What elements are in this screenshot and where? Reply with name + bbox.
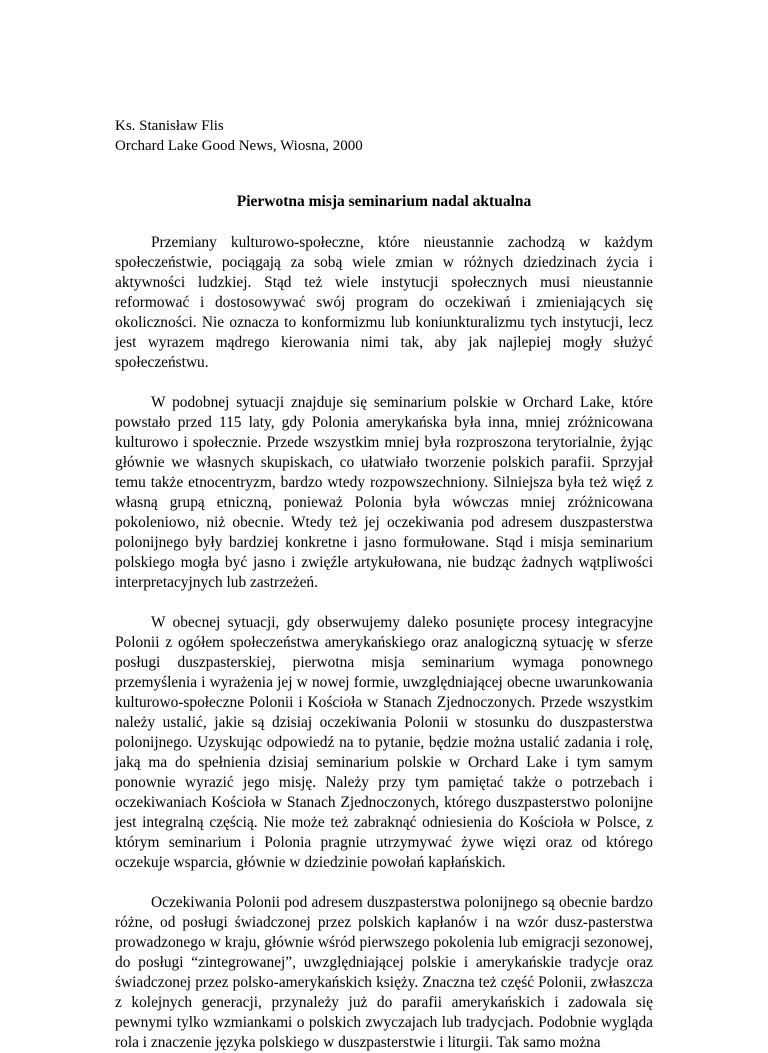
source-line: Orchard Lake Good News, Wiosna, 2000 bbox=[115, 138, 363, 154]
paragraph-4: Oczekiwania Polonii pod adresem duszpasterstwa polonijnego są obecnie bardzo różne, od posługi świadczonej przez polskich kapłanów i na wzór dusz-pasterstwa prowadzonego w kraju, głównie wśród pierwszego pokolenia lub emigracji sezonowej, do posługi “zintegrowanej”, uwzględniającej polskie i amerykańskie tradycje oraz świadczonej przez polsko-amerykańskich księży. Znaczna też część Polonii, zwłaszcza z kolejnych generacji, przynależy już do parafii amerykańskich i zadowala się pewnymi tylko wzmiankami o polskich zwyczajach lub tradycjach. Podobnie wygląda rola i znaczenie języka polskiego w duszpasterstwie i liturgii. Tak samo można bbox=[115, 894, 653, 1051]
paragraph-3: W obecnej sytuacji, gdy obserwujemy daleko posunięte procesy integracyjne Polonii z ogółem społeczeństwa amerykańskiego oraz analogiczną sytuację w sferze posługi duszpasterskiej, pierwotna misja seminarium wymaga ponownego przemyślenia i wyrażenia jej w nowej formie, uwzględniającej obecne uwarunkowania kulturowo-społeczne Polonii i Kościoła w Stanach Zjednoczonych. Przede wszystkim należy ustalić, jakie są dzisiaj oczekiwania Polonii w stosunku do duszpasterstwa polonijnego. Uzyskując odpowiedź na to pytanie, będzie można ustalić zadania i rolę, jaką ma do spełnienia dzisiaj seminarium polskie w Orchard Lake i tym samym ponownie wyrazić jego misję. Należy przy tym pamiętać także o potrzebach i oczekiwaniach Kościoła w Stanach Zjednoczonych, którego duszpasterstwo polonijne jest integralną częścią. Nie może też zabraknąć odniesienia do Kościoła w Polsce, z którym seminarium i Polonia pragnie utrzymywać żywe więzi oraz od którego oczekuje wsparcia, głównie w dziedzinie powołań kapłańskich. bbox=[115, 614, 653, 871]
paragraph-1: Przemiany kulturowo-społeczne, które nieustannie zachodzą w każdym społeczeństwie, pociągają za sobą wiele zmian w różnych dziedzinach życia i aktywności ludzkiej. Stąd też wiele instytucji społecznych musi nieustannie reformować i dostosowywać swój program do oczekiwań i zmieniających się okoliczności. Nie oznacza to konformizmu lub koniunkturalizmu tych instytucji, lecz jest wyrazem mądrego kierowania nimi tak, aby jak najlepiej mogły służyć społeczeństwu. bbox=[115, 234, 653, 371]
author-line: Ks. Stanisław Flis bbox=[115, 118, 224, 134]
paragraph-2: W podobnej sytuacji znajduje się seminarium polskie w Orchard Lake, które powstało przed 115 laty, gdy Polonia amerykańska była inna, mniej zróżnicowana kulturowo i społecznie. Przede wszystkim mniej była rozproszona terytorialnie, żyjąc głównie we własnych skupiskach, co ułatwiało tworzenie polskich parafii. Sprzyjał temu także etnocentryzm, bardzo wtedy rozpowszechniony. Silniejsza była też więź z własną grupą etniczną, ponieważ Polonia była wówczas mniej zróżnicowana pokoleniowo, niż obecnie. Wtedy też jej oczekiwania pod adresem duszpasterstwa polonijnego były bardziej konkretne i jasno formułowane. Stąd i misja seminarium polskiego mogła być jasno i zwięźle artykułowana, nie budząc żadnych wątpliwości interpretacyjnych lub zastrzeżeń. bbox=[115, 394, 653, 591]
document-page bbox=[115, 116, 653, 1053]
article-title: Pierwotna misja seminarium nadal aktualna bbox=[236, 193, 532, 210]
